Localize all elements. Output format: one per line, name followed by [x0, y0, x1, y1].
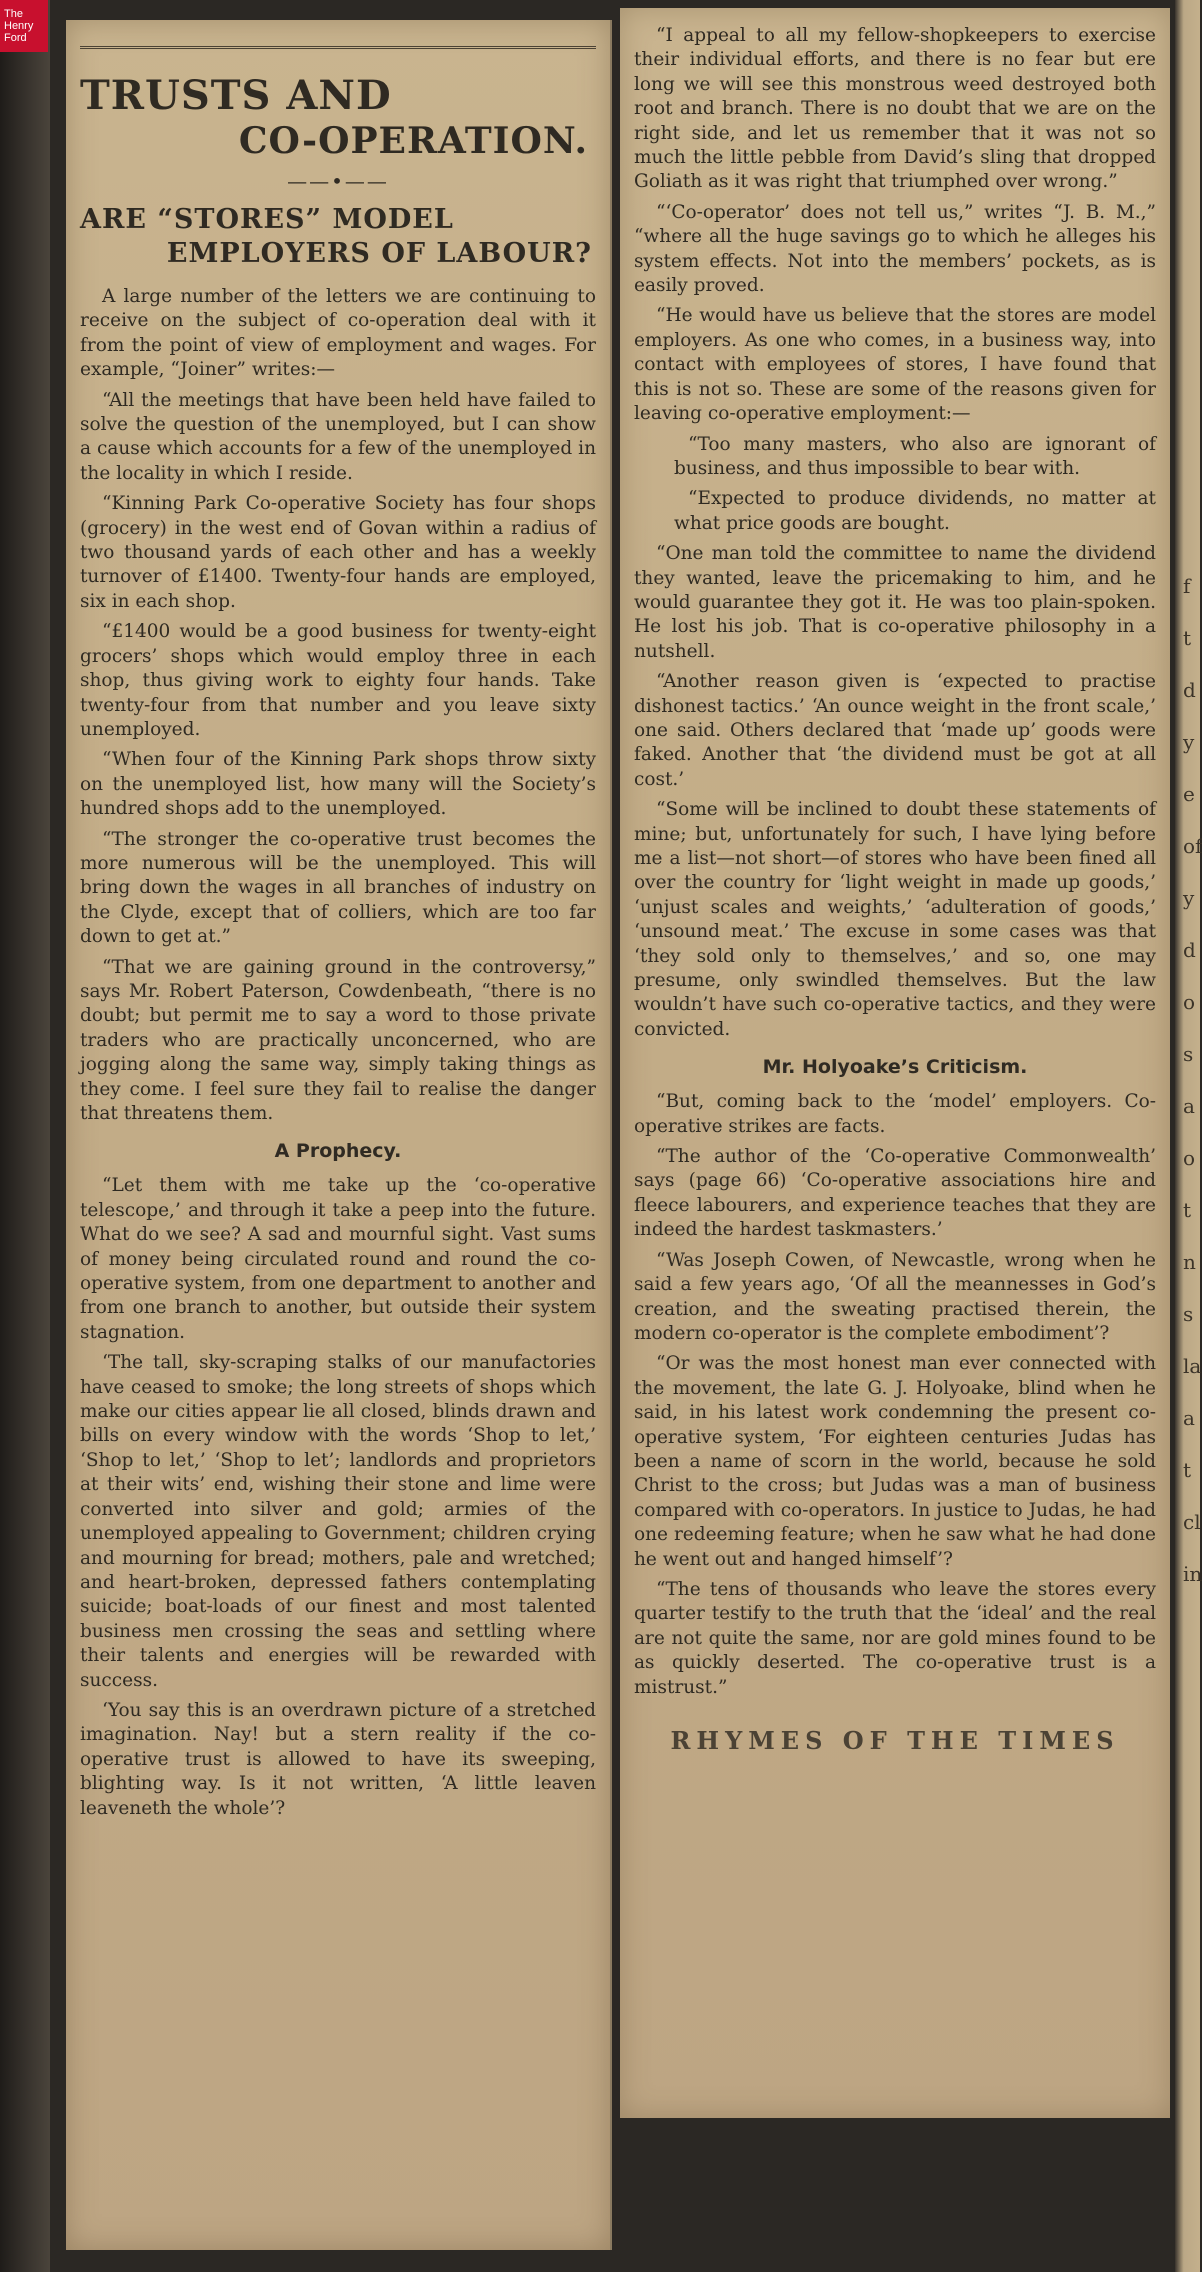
paragraph: “All the meetings that have been held have failed to solve the question of the unemployed, but I can show a cause which accounts for a few of the unemployed in the locality in which I reside.	[80, 389, 596, 484]
ornament-divider: ——•——	[287, 169, 389, 193]
scrapbook-binding	[0, 0, 50, 2272]
right-body	[634, 24, 1156, 427]
left-body	[80, 285, 596, 1126]
paragraph: “The tens of thousands who leave the stores every quarter testify to the truth that the ‘ideal’ and the real are not quite the same, nor are gold mines found to be as quickly deserted. The co-operative trust is a mistrust.”	[634, 1578, 1156, 1698]
section-title-prophecy: A Prophecy.	[274, 1140, 402, 1163]
right-quoted-reasons	[634, 433, 1156, 537]
edge-letter: o	[1183, 990, 1196, 1014]
paragraph: “That we are gaining ground in the controversy,” says Mr. Robert Paterson, Cowdenbeath, “there is no doubt; but permit me to say a word to those private traders who are practically unconcerned, who are jogging along the same way, simply taking things as they come. I feel sure they fail to realise the danger that threatens them.	[80, 956, 596, 1124]
edge-letter: o	[1183, 1146, 1196, 1170]
adjacent-page-letters	[1183, 560, 1202, 1600]
edge-letter: e	[1183, 782, 1195, 806]
paragraph: ‘You say this is an overdrawn picture of a stretched imagination. Nay! but a stern reality if the co-operative trust is allowed to have its sweeping, blighting way. Is it not written, ‘A little leaven leaveneth the whole’?	[80, 1699, 596, 1819]
headline-line1: TRUSTS AND	[80, 72, 392, 119]
subhead-line1: ARE “STORES” MODEL	[80, 204, 454, 235]
paragraph: “But, coming back to the ‘model’ employers. Co-operative strikes are facts.	[634, 1091, 1156, 1137]
edge-letter: y	[1183, 886, 1195, 910]
edge-letter: s	[1183, 1042, 1194, 1066]
edge-letter: cl	[1183, 1510, 1201, 1534]
edge-letter: a	[1183, 1094, 1195, 1118]
paragraph: “Expected to produce dividends, no matter at what price goods are bought.	[674, 488, 1156, 534]
paragraph: “I appeal to all my fellow-shopkeepers to exercise their individual efforts, and there is no fear but ere long we will see this monstrous weed destroyed both root and branch. There is no doubt that we are on the right side, and let us remember that it was not so much the little pebble from David’s sling that dropped Goliath as it was right that triumphed over wrong.”	[634, 25, 1156, 193]
right-body-2	[634, 542, 1156, 1042]
paragraph: “Kinning Park Co-operative Society has four shops (grocery) in the west end of Govan within a radius of two thousand yards of each other and has a weekly turnover of £1400. Twenty-four hands are employed, six in each shop.	[80, 493, 596, 612]
henry-ford-logo: The Henry Ford	[0, 0, 48, 52]
edge-letter: s	[1183, 1302, 1194, 1326]
paragraph: “Too many masters, who also are ignorant of business, and thus impossible to bear with.	[674, 433, 1156, 479]
edge-letter: la	[1183, 1354, 1202, 1378]
edge-letter: t	[1183, 1458, 1192, 1482]
paragraph: “One man told the committee to name the dividend they wanted, leave the pricemaking to him, and he would guarantee they got it. He was too plain-spoken. He lost his job. That is co-operative philosophy in a nutshell.	[634, 543, 1156, 662]
edge-letter: t	[1183, 626, 1192, 650]
headline-line2: CO-OPERATION.	[238, 120, 588, 162]
edge-letter: in	[1183, 1562, 1202, 1586]
left-column-clipping	[66, 20, 612, 2250]
edge-letter: n	[1183, 1250, 1196, 1274]
top-rule	[80, 46, 596, 49]
paragraph: “The author of the ‘Co-operative Commonwealth’ says (page 66) ‘Co-operative associations hire and fleece labourers, and experience teaches that they are indeed the hardest taskmasters.’	[634, 1146, 1156, 1241]
subhead-line2: EMPLOYERS OF LABOUR?	[166, 238, 592, 269]
left-body-2	[80, 1174, 596, 1821]
paragraph: “Let them with me take up the ‘co-operative telescope,’ and through it take a peep into the future. What do we see? A sad and mournful sight. Vast sums of money being circulated round and round the co-operative system, from one department to another and from one branch to another, but outside their system stagnation.	[80, 1175, 596, 1343]
section-title-holyoake: Mr. Holyoake’s Criticism.	[762, 1056, 1028, 1079]
paragraph: “£1400 would be a good business for twenty-eight grocers’ shops which would employ three in each shop, thus giving work to eighty four hands. Take twenty-four from that number and you leave sixty unemployed.	[80, 621, 596, 740]
next-article-heading-fragment: RHYMES OF THE TIMES	[670, 1726, 1120, 1755]
edge-letter: d	[1183, 678, 1196, 702]
paragraph: “Some will be inclined to doubt these statements of mine; but, unfortunately for such, I have lying before me a list—not short—of stores who have been fined all over the country for ‘light weight in made up goods,’ ‘unjust scales and weights,’ ‘adulteration of goods,’ ‘unsound meat.’ The excuse in some cases was that ‘they sold only to themselves,’ and so, one may presume, only swindled themselves. But the law wouldn’t have such co-operative tactics, and they were convicted.	[634, 799, 1156, 1040]
paragraph: ‘The tall, sky-scraping stalks of our manufactories have ceased to smoke; the long streets of shops which make our cities appear lie all closed, blinds drawn and bills on every window with the words ‘Shop to let,’ ‘Shop to let,’ ‘Shop to let’; landlords and proprietors at their wits’ end, wishing their stone and lime were converted into silver and gold; armies of the unemployed appealing to Government; children crying and mourning for bread; mothers, pale and wretched; and heart-broken, depressed fathers contemplating suicide; boat-loads of our finest and most talented business men crossing the seas and settling where their talents and energies will be rewarded with success.	[80, 1352, 596, 1691]
edge-letter: d	[1183, 938, 1196, 962]
edge-letter: t	[1183, 1198, 1192, 1222]
right-body-3	[634, 1090, 1156, 1700]
edge-letter: a	[1183, 1406, 1195, 1430]
paragraph: A large number of the letters we are continuing to receive on the subject of co-operation deal with it from the point of view of employment and wages. For example, “Joiner” writes:—	[80, 286, 596, 381]
edge-letter: y	[1183, 730, 1195, 754]
right-column-clipping	[620, 8, 1170, 2118]
edge-letter: of	[1183, 834, 1202, 858]
paragraph: “Or was the most honest man ever connected with the movement, the late G. J. Holyoake, blind when he said, in his latest work condemning the present co-operative system, ‘For eighteen centuries Judas has been a name of scorn in the world, because he sold Christ to the cross; but Judas was a man of business compared with co-operators. In justice to Judas, he had one redeeming feature; when he saw what he had done he went out and hanged himself’?	[634, 1353, 1156, 1570]
paragraph: “Was Joseph Cowen, of Newcastle, wrong when he said a few years ago, ‘Of all the meannesses in God’s creation, and the sweating practised therein, the modern co-operator is the complete embodiment’?	[634, 1249, 1156, 1344]
paragraph: “When four of the Kinning Park shops throw sixty on the unemployed list, how many will the Society’s hundred shops add to the unemployed.	[80, 749, 596, 820]
paragraph: “‘Co-operator’ does not tell us,” writes “J. B. M.,” “where all the huge savings go to which he alleges his system effects. Not into the members’ pockets, as is easily proved.	[634, 201, 1156, 297]
paragraph: “Another reason given is ‘expected to practise dishonest tactics.’ ‘An ounce weight in the front scale,’ one said. Others declared that ‘made up’ goods were faked. Another that ‘the dividend must be got at all cost.’	[634, 671, 1156, 790]
paragraph: “The stronger the co-operative trust becomes the more numerous will be the unemployed. This will bring down the wages in all branches of industry on the Clyde, except that of colliers, which are too far down to get at.”	[80, 828, 596, 948]
edge-letter: f	[1183, 574, 1191, 598]
paragraph: “He would have us believe that the stores are model employers. As one who comes, in a business way, into contact with employees of stores, I have found that this is not so. These are some of the reasons given for leaving co-operative employment:—	[634, 305, 1156, 425]
